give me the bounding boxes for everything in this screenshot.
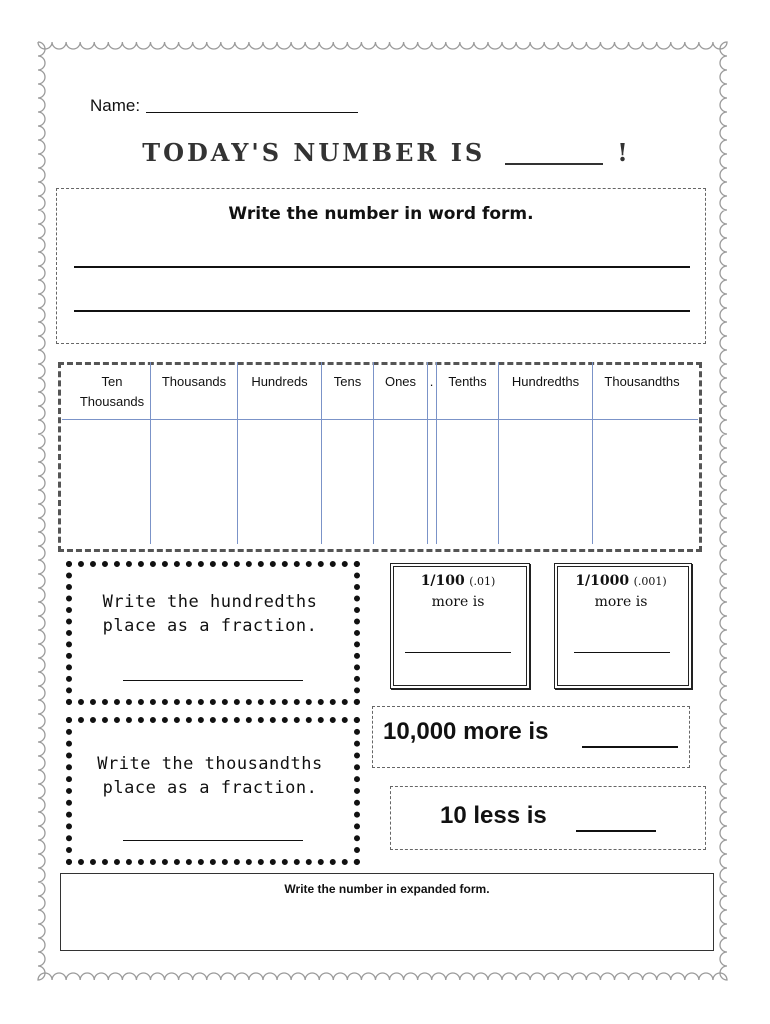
column-header-tens: Tens bbox=[333, 374, 362, 389]
ten-less-answer-line[interactable] bbox=[576, 830, 656, 832]
hundredth-more-prompt bbox=[392, 571, 524, 613]
hundredths-prompt-line-2: place as a fraction. bbox=[102, 616, 318, 636]
page-title bbox=[0, 138, 770, 167]
column-header-thousandths: Thousandths bbox=[604, 374, 680, 389]
column-header-hundreds: Hundreds bbox=[251, 374, 308, 389]
column-header-ten-thousands: Ten Thousands bbox=[79, 374, 145, 409]
cell-hundredths[interactable] bbox=[499, 420, 592, 544]
column-header-ones: Ones bbox=[384, 374, 417, 389]
ten-less-box bbox=[390, 786, 706, 850]
thousandths-prompt-line-1: Write the thousandths bbox=[97, 754, 323, 774]
column-header-thousands: Thousands bbox=[161, 374, 227, 389]
hundredths-answer-line[interactable] bbox=[123, 680, 303, 681]
name-row bbox=[90, 96, 358, 116]
title-exclamation: ! bbox=[617, 138, 628, 167]
title-text: TODAY'S NUMBER IS bbox=[142, 138, 486, 167]
column-header-decimal-point: . bbox=[429, 374, 434, 389]
cell-tenths[interactable] bbox=[437, 420, 498, 544]
thousandth-more-decimal: (.001) bbox=[633, 575, 667, 588]
column-header-tenths: Tenths bbox=[448, 374, 487, 389]
thousandths-prompt-line-2: place as a fraction. bbox=[102, 778, 318, 798]
hundredth-more-fraction: 1/100 bbox=[420, 573, 465, 589]
name-answer-line[interactable] bbox=[146, 98, 358, 113]
todays-number-blank[interactable] bbox=[505, 143, 603, 165]
thousandths-fraction-prompt bbox=[72, 752, 348, 800]
thousandth-more-fraction: 1/1000 bbox=[575, 573, 630, 589]
cell-thousands[interactable] bbox=[151, 420, 237, 544]
hundredth-more-suffix: more is bbox=[431, 594, 485, 610]
thousandths-answer-line[interactable] bbox=[123, 840, 303, 841]
hundredth-more-decimal: (.01) bbox=[469, 575, 496, 588]
thousandth-more-prompt bbox=[556, 571, 686, 613]
ten-thousand-more-answer-line[interactable] bbox=[582, 746, 678, 748]
hundredths-fraction-prompt bbox=[72, 590, 348, 638]
column-header-hundredths: Hundredths bbox=[511, 374, 580, 389]
thousandth-more-answer-line[interactable] bbox=[574, 652, 670, 653]
hundredth-more-answer-line[interactable] bbox=[405, 652, 511, 653]
word-form-prompt: Write the number in word form. bbox=[228, 204, 534, 224]
cell-thousandths[interactable] bbox=[593, 420, 693, 544]
cell-ten-thousands[interactable] bbox=[62, 420, 150, 544]
word-form-line-2[interactable] bbox=[74, 310, 690, 312]
cell-tens[interactable] bbox=[322, 420, 373, 544]
expanded-form-prompt: Write the number in expanded form. bbox=[284, 882, 490, 896]
thousandth-more-suffix: more is bbox=[594, 594, 648, 610]
name-label: Name: bbox=[90, 96, 141, 115]
hundredths-prompt-line-1: Write the hundredths bbox=[102, 592, 318, 612]
ten-less-text: 10 less is bbox=[440, 802, 547, 829]
word-form-line-1[interactable] bbox=[74, 266, 690, 268]
cell-hundreds[interactable] bbox=[238, 420, 321, 544]
cell-ones[interactable] bbox=[374, 420, 427, 544]
ten-thousand-more-text: 10,000 more is bbox=[383, 718, 549, 745]
